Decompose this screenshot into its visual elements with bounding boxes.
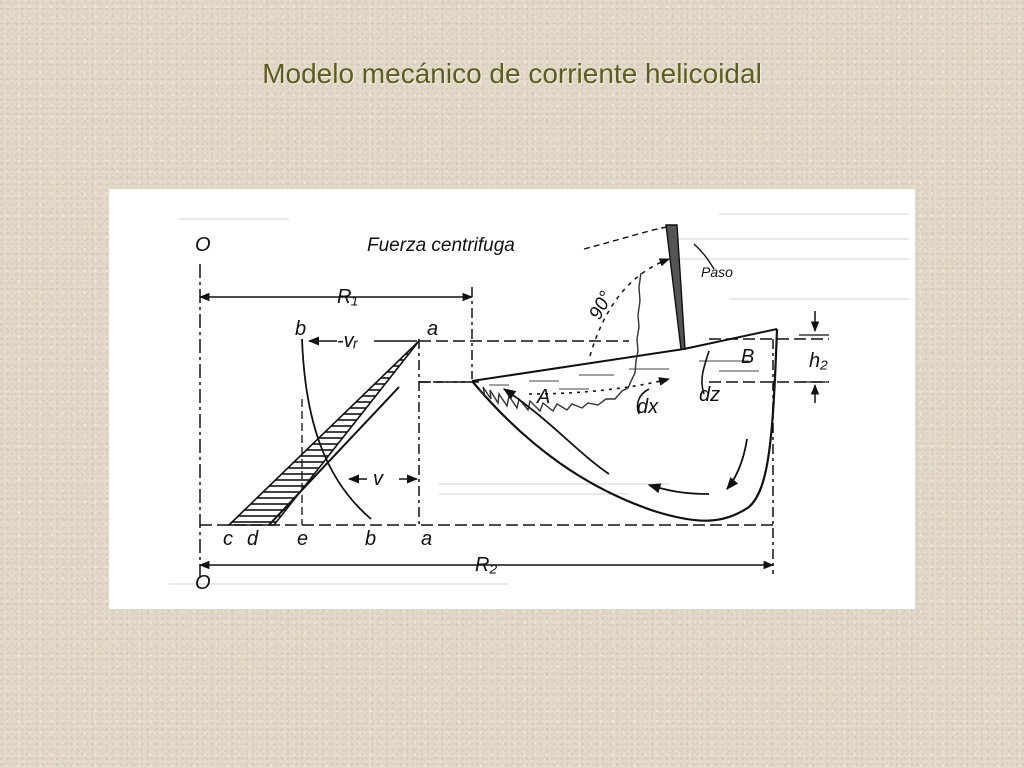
label-b-top: b <box>295 318 307 340</box>
slide-title: Modelo mecánico de corriente helicoidal <box>262 58 762 89</box>
r2-dimension <box>200 339 773 574</box>
velocity-diagram <box>229 339 474 525</box>
label-point-a: A <box>537 386 551 408</box>
helical-current-diagram <box>109 189 915 609</box>
label-axis-top: O <box>195 234 211 256</box>
figure-panel <box>109 189 915 609</box>
label-d-bot: d <box>247 528 259 550</box>
label-vr: -vᵣ <box>337 330 358 352</box>
label-c-bot: c <box>223 528 233 550</box>
label-e-bot: e <box>297 528 309 550</box>
label-dz: dz <box>699 384 721 406</box>
label-a-bot: a <box>421 528 433 550</box>
label-fuerza: Fuerza centrifuga <box>367 235 515 256</box>
label-b-bot: b <box>365 528 377 550</box>
label-h2: h₂ <box>809 350 828 372</box>
label-a-top: a <box>427 318 439 340</box>
label-axis-bottom: O <box>195 572 211 594</box>
label-angle: 90° <box>585 287 618 324</box>
label-dx: dx <box>637 396 659 418</box>
label-r1: R₁ <box>337 286 358 308</box>
label-paso: Paso <box>701 264 733 280</box>
diagram-labels <box>195 234 828 594</box>
label-v: v <box>373 468 383 490</box>
label-r2: R₂ <box>475 554 498 576</box>
label-point-b: B <box>741 346 755 368</box>
